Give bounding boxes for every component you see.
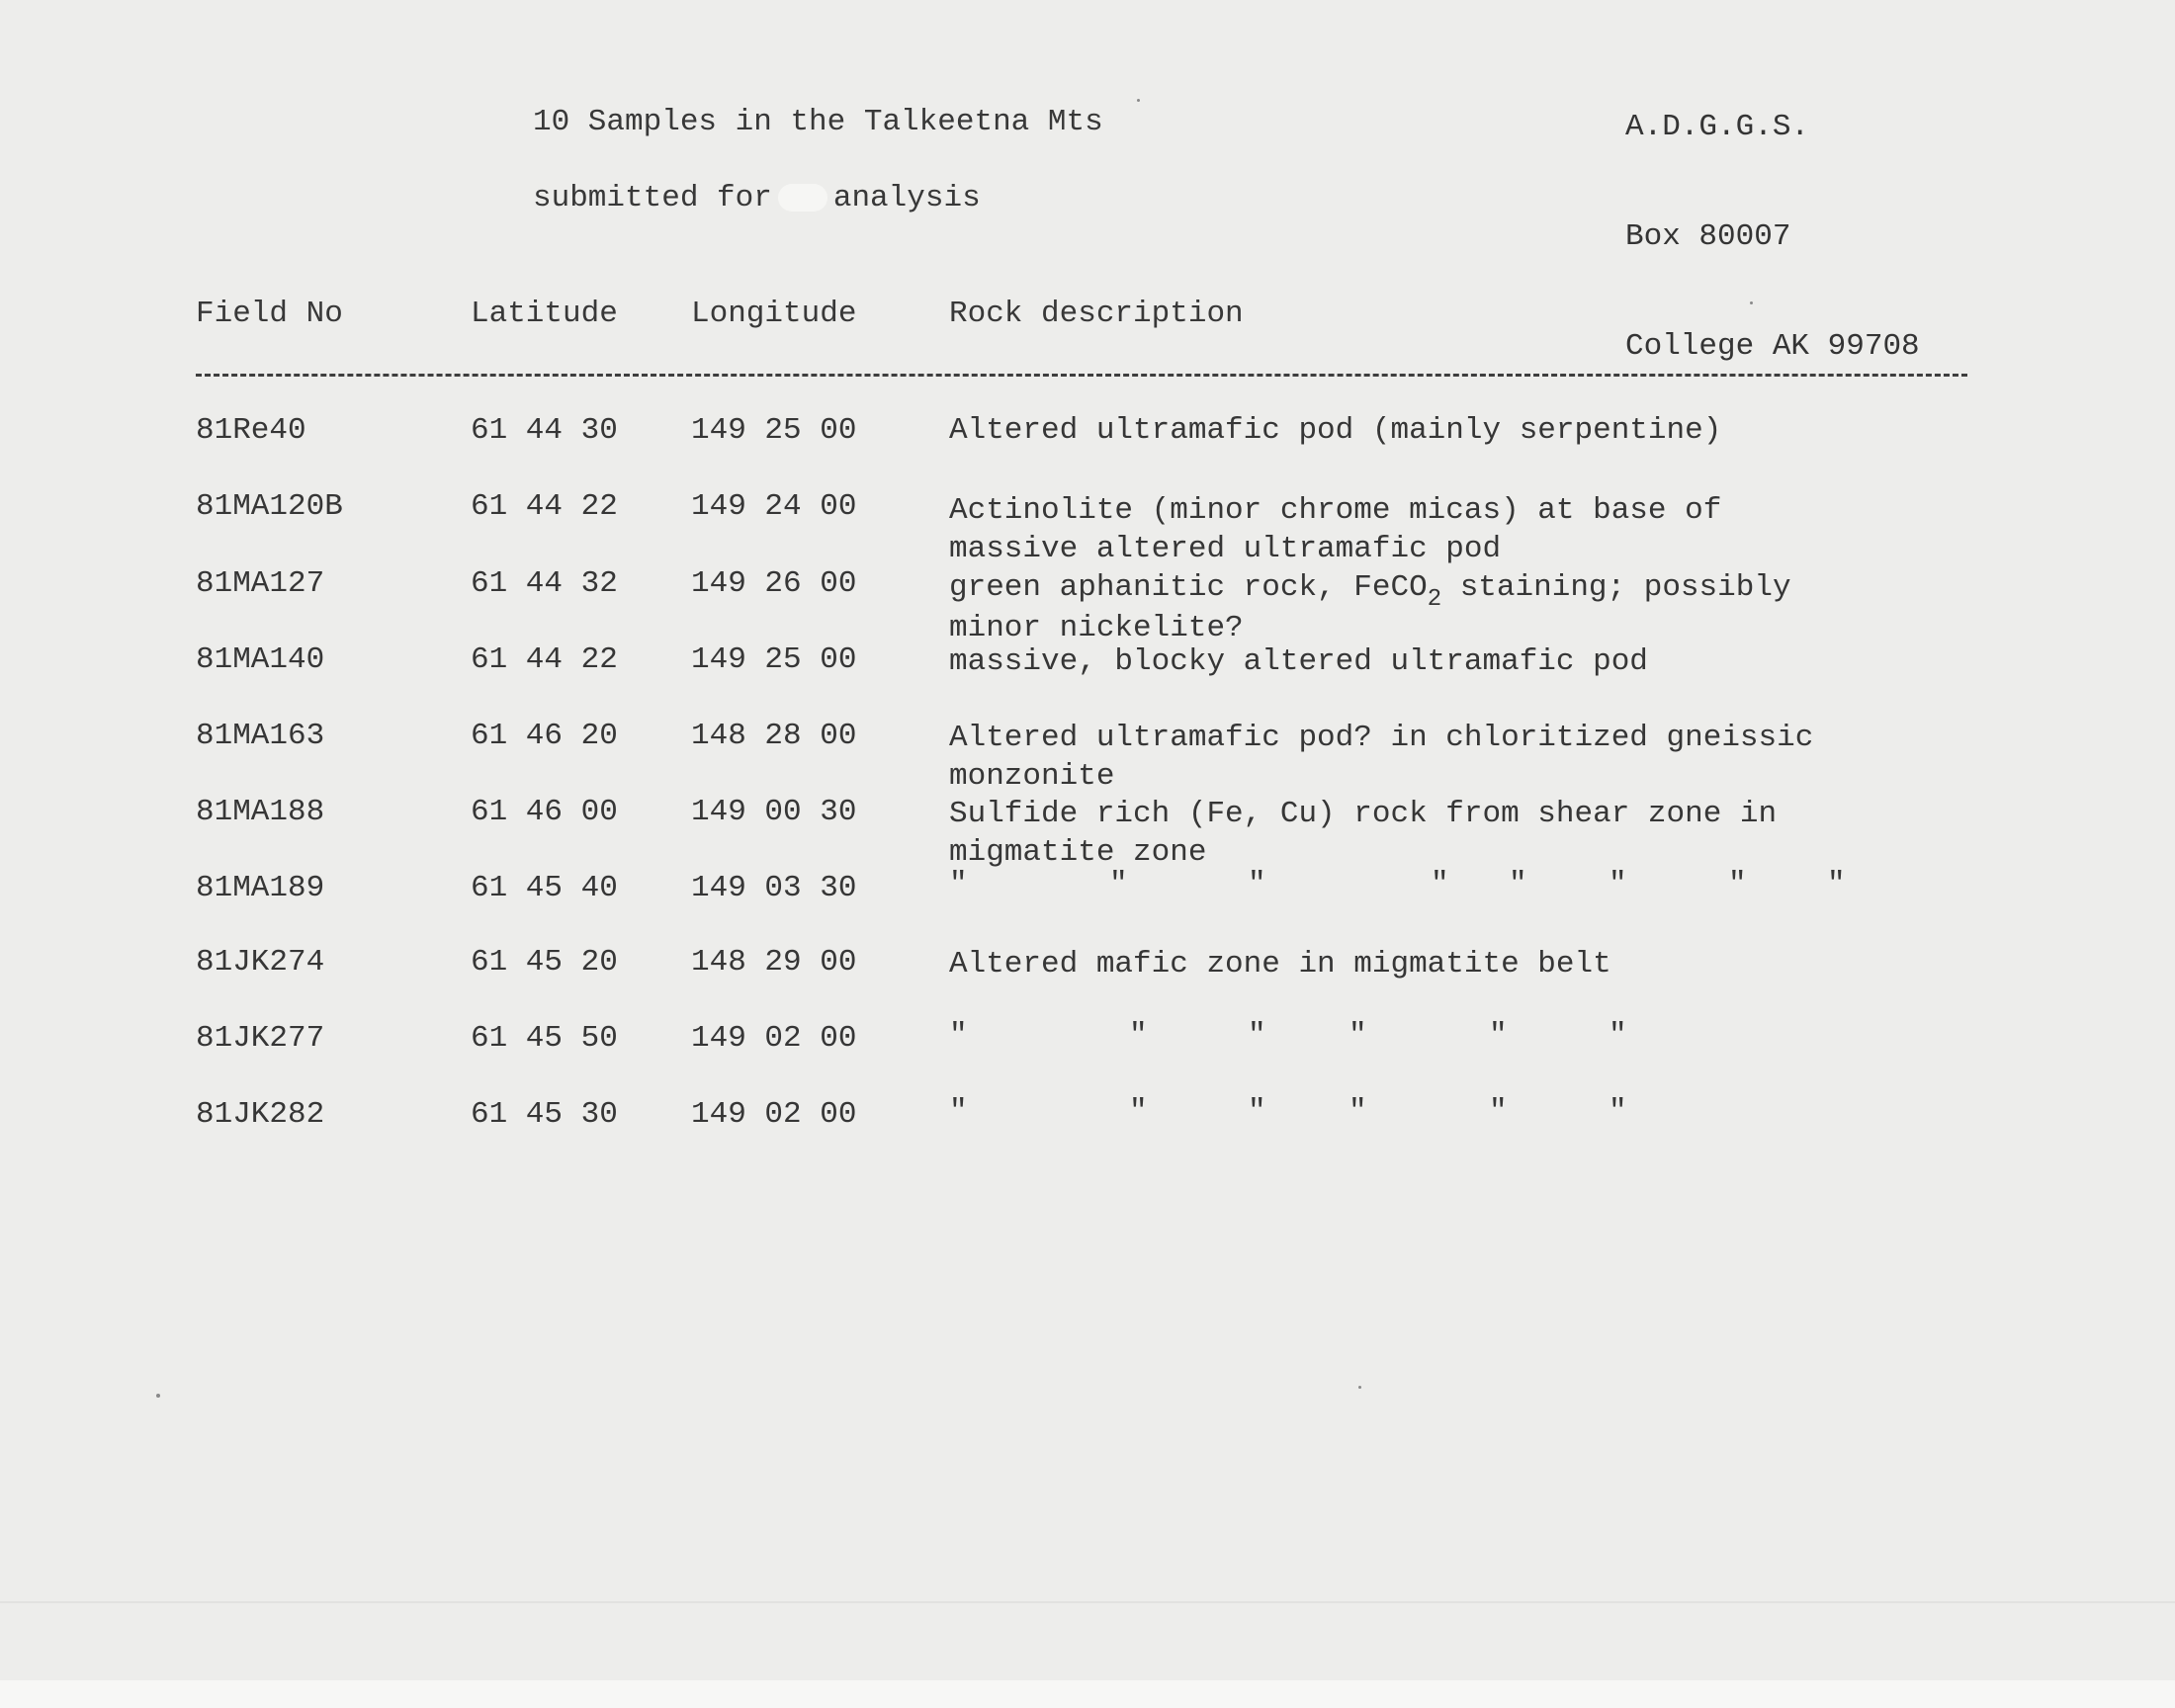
row-3-description-rest: staining; possibly minor nickelite? <box>949 570 1791 645</box>
heading-line-1: 10 Samples in the Talkeetna Mts <box>533 105 1103 139</box>
row-1-field: 81Re40 <box>196 413 306 448</box>
row-8-longitude: 148 29 00 <box>691 945 857 980</box>
scan-speck <box>1137 99 1140 102</box>
row-6-field: 81MA188 <box>196 795 325 829</box>
column-header-longitude: Longitude <box>691 297 857 331</box>
heading-line-2-prefix: submitted for <box>533 181 772 215</box>
ditto-mark: " <box>949 867 968 901</box>
ditto-mark: " <box>1489 1018 1508 1053</box>
ditto-mark: " <box>1827 867 1846 901</box>
ditto-mark: " <box>1129 1094 1148 1129</box>
header-divider <box>196 374 1967 377</box>
column-header-field: Field No <box>196 297 343 331</box>
row-7-longitude: 149 03 30 <box>691 871 857 905</box>
row-10-field: 81JK282 <box>196 1097 325 1132</box>
heading-line-2-suffix: analysis <box>832 181 981 215</box>
row-3-latitude: 61 44 32 <box>471 566 618 601</box>
row-10-latitude: 61 45 30 <box>471 1097 618 1132</box>
address-block <box>1625 36 1920 438</box>
row-9-longitude: 149 02 00 <box>691 1021 857 1056</box>
ditto-mark: " <box>1728 867 1747 901</box>
row-4-description: massive, blocky altered ultramafic pod <box>949 644 1648 679</box>
row-1-latitude: 61 44 30 <box>471 413 618 448</box>
row-2-longitude: 149 24 00 <box>691 489 857 524</box>
row-1-description: Altered ultramafic pod (mainly serpentine) <box>949 413 1722 448</box>
row-4-field: 81MA140 <box>196 642 325 677</box>
scan-speck <box>1358 1386 1361 1389</box>
row-7-latitude: 61 45 40 <box>471 871 618 905</box>
ditto-mark: " <box>1248 1094 1266 1129</box>
row-1-longitude: 149 25 00 <box>691 413 857 448</box>
ditto-mark: " <box>1489 1094 1508 1129</box>
row-9-field: 81JK277 <box>196 1021 325 1056</box>
row-2-latitude: 61 44 22 <box>471 489 618 524</box>
row-8-field: 81JK274 <box>196 945 325 980</box>
ditto-mark: " <box>1129 1018 1148 1053</box>
row-3-description <box>949 568 1948 647</box>
ditto-mark: " <box>1248 1018 1266 1053</box>
ditto-mark: " <box>1609 867 1627 901</box>
column-header-latitude: Latitude <box>471 297 618 331</box>
address-city: College AK 99708 <box>1625 329 1920 364</box>
ditto-mark: " <box>1609 1094 1627 1129</box>
row-2-description: Actinolite (minor chrome micas) at base of massive altered ultramafic pod <box>949 493 1722 566</box>
ditto-mark: " <box>1348 1094 1367 1129</box>
row-3-description-main: green aphanitic rock, FeCO <box>949 570 1428 605</box>
ditto-mark: " <box>1248 867 1266 901</box>
row-5-description: Altered ultramafic pod? in chloritized gneissic monzonite <box>949 721 1814 794</box>
address-box: Box 80007 <box>1625 219 1791 254</box>
heading-line-2 <box>533 181 981 215</box>
column-header-description: Rock description <box>949 297 1244 331</box>
ditto-mark: " <box>949 1094 968 1129</box>
row-9-latitude: 61 45 50 <box>471 1021 618 1056</box>
row-5-latitude: 61 46 20 <box>471 719 618 753</box>
row-7-field: 81MA189 <box>196 871 325 905</box>
row-10-longitude: 149 02 00 <box>691 1097 857 1132</box>
row-8-latitude: 61 45 20 <box>471 945 618 980</box>
ditto-mark: " <box>1609 1018 1627 1053</box>
row-5-longitude: 148 28 00 <box>691 719 857 753</box>
row-6-description: Sulfide rich (Fe, Cu) rock from shear zone in migmatite zone <box>949 797 1778 870</box>
row-6-longitude: 149 00 30 <box>691 795 857 829</box>
scan-speck <box>156 1394 160 1398</box>
ditto-mark: " <box>949 1018 968 1053</box>
redaction-smudge <box>778 184 827 212</box>
paper-fold-line <box>0 1601 2175 1603</box>
row-4-longitude: 149 25 00 <box>691 642 857 677</box>
paper-bottom-edge <box>0 1680 2175 1708</box>
scan-speck <box>1750 301 1753 304</box>
row-4-latitude: 61 44 22 <box>471 642 618 677</box>
ditto-mark: " <box>1109 867 1128 901</box>
address-org: A.D.G.G.S. <box>1625 110 1810 144</box>
row-3-field: 81MA127 <box>196 566 325 601</box>
row-3-longitude: 149 26 00 <box>691 566 857 601</box>
row-3-description-subscript: 2 <box>1427 586 1442 613</box>
ditto-mark: " <box>1509 867 1527 901</box>
ditto-mark: " <box>1348 1018 1367 1053</box>
row-5-field: 81MA163 <box>196 719 325 753</box>
row-8-description: Altered mafic zone in migmatite belt <box>949 947 1611 982</box>
row-2-field: 81MA120B <box>196 489 343 524</box>
ditto-mark: " <box>1431 867 1449 901</box>
row-6-latitude: 61 46 00 <box>471 795 618 829</box>
